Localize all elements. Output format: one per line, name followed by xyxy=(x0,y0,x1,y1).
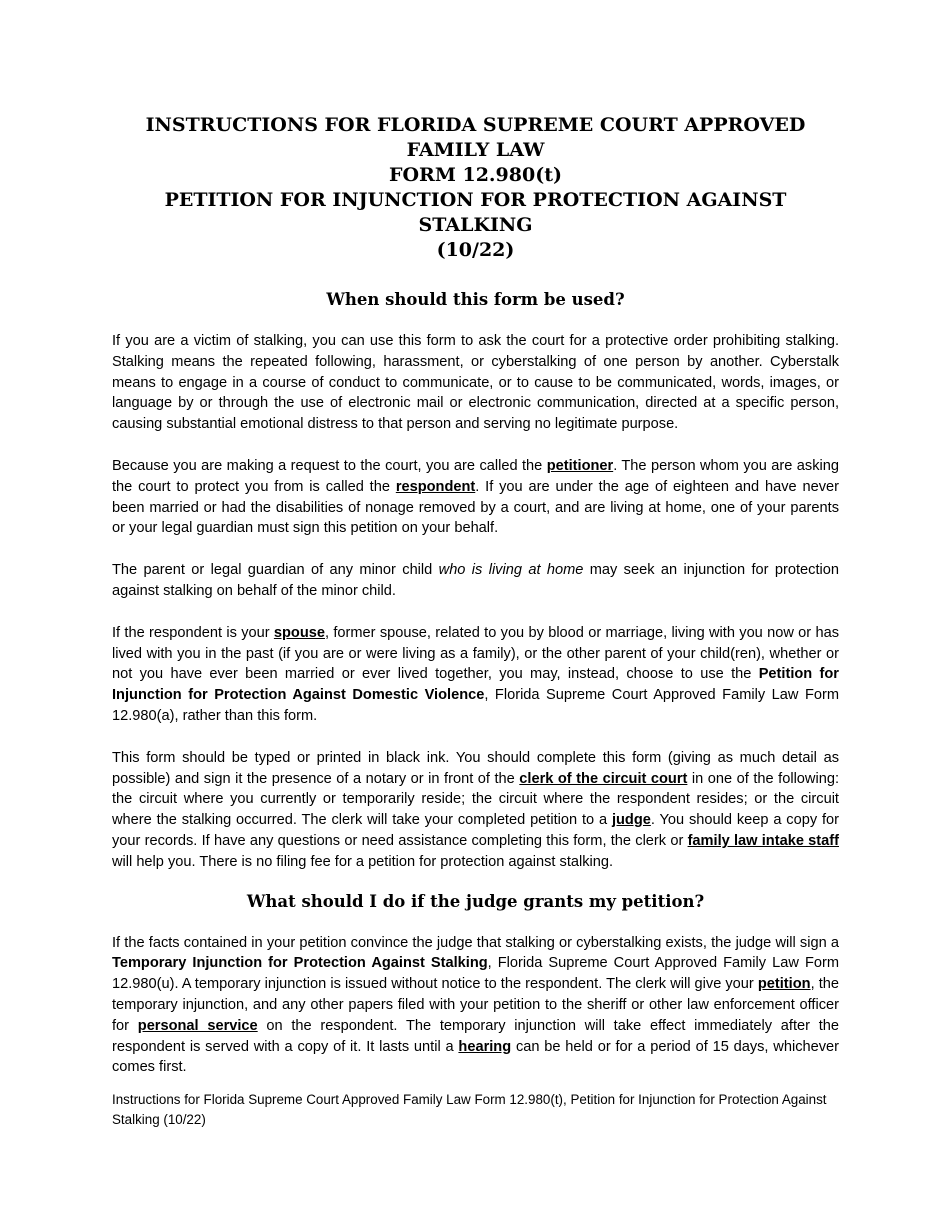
text-run: , Florida Supreme Court Approved Family Law Form 12.980(a), rather than this form. xyxy=(112,687,840,724)
text-run: If the respondent is your xyxy=(112,624,274,641)
paragraph-domestic-violence xyxy=(112,623,839,727)
text-run: , the temporary injunction, and any other papers filed with your petition to the sheriff or other law enforcement officer for xyxy=(112,976,839,1034)
term-clerk-of-circuit-court: clerk of the circuit court xyxy=(519,770,688,787)
text-run: . If you are under the age of eighteen and have never been married or had the disabilities of nonage removed by a court, and are living at home, one of your parents or your legal guardian must sign this petition on your behalf. xyxy=(112,478,840,537)
text-run: on the respondent. The temporary injunction will take effect immediately after the respondent is served with a copy of it. It lasts until a xyxy=(112,1017,839,1055)
text-run: Because you are making a request to the court, you are called the xyxy=(112,457,547,474)
section-heading-judge-grants: What should I do if the judge grants my petition? xyxy=(246,891,705,911)
term-respondent: respondent xyxy=(395,478,476,495)
text-run: may seek an injunction for protection against stalking on behalf of the minor child. xyxy=(112,562,839,599)
text-run: If the facts contained in your petition convince the judge that stalking or cyberstalking exists, the judge will sign a xyxy=(112,934,839,951)
paragraph-stalking-definition: If you are a victim of stalking, you can use this form to ask the court for a protective order prohibiting stalking. Stalking means the repeated following, harassment, or cyberstalking of one person by another. Cyberstalk means to engage in a course of conduct to communicate, or to cause to be communicated, words, images, or language by or through the use of electronic mail or electronic communication, directed at a specific person, causing substantial emotional distress to that person and serving no legitimate purpose. xyxy=(112,333,839,433)
text-run: The parent or legal guardian of any minor child xyxy=(112,562,439,579)
form-name-domestic-violence: Petition for Injunction for Protection Against Domestic Violence xyxy=(112,666,839,704)
term-hearing: hearing xyxy=(458,1038,512,1055)
text-run: , Florida Supreme Court Approved Family Law Form 12.980(u). A temporary injunction is issued without notice to the respondent. The clerk will give your xyxy=(112,955,840,993)
paragraph-petitioner-respondent xyxy=(112,456,839,539)
paragraph-filing-instructions xyxy=(112,748,839,873)
text-run: . The person whom you are asking the court to protect you from is called the xyxy=(112,457,839,495)
document-page xyxy=(112,113,839,1078)
section-heading-when-to-use: When should this form be used? xyxy=(326,290,625,309)
text-run: This form should be typed or printed in black ink. You should complete this form (giving as much detail as possible) and sign it the presence of a notary or in front of the xyxy=(112,749,839,787)
text-run: will help you. There is no filing fee for a petition for protection against stalking. xyxy=(112,853,614,870)
term-petition: petition xyxy=(757,976,811,993)
emphasis-living-at-home: who is living at home xyxy=(438,562,584,579)
form-name-temporary-injunction: Temporary Injunction for Protection Against Stalking xyxy=(112,955,488,972)
text-run: can be held or for a period of 15 days, whichever comes first. xyxy=(112,1038,839,1076)
title-line: (10/22) xyxy=(436,239,515,261)
document-title xyxy=(112,113,839,263)
title-line: FORM 12.980(t) xyxy=(389,164,562,186)
title-line: INSTRUCTIONS FOR FLORIDA SUPREME COURT APPROVED FAMILY LAW xyxy=(145,114,806,161)
paragraph-temporary-injunction xyxy=(112,933,839,1079)
page-footer: Instructions for Florida Supreme Court Approved Family Law Form 12.980(t), Petition for Injunction for Protection Against Stalking (10/22) xyxy=(112,1092,827,1127)
text-run: . You should keep a copy for your records. If have any questions or need assistance completing this form, the clerk or xyxy=(112,812,839,849)
term-petitioner: petitioner xyxy=(546,457,614,474)
term-family-law-intake-staff: family law intake staff xyxy=(687,832,839,849)
title-line: PETITION FOR INJUNCTION FOR PROTECTION AGAINST STALKING xyxy=(164,189,787,236)
term-judge: judge xyxy=(611,812,651,829)
text-run: in one of the following: the circuit where you currently or temporarily reside; the circuit where the respondent resides; or the circuit where the stalking occurred. The clerk will take your completed petition to a xyxy=(112,770,839,829)
term-spouse: spouse xyxy=(273,624,325,641)
paragraph-minor-child xyxy=(112,560,839,602)
text-run: , former spouse, related to you by blood or marriage, living with you now or has lived with you in the past (if you are or were living as a family), or the other parent of your child(ren), whether or not you have ever been married or ever lived together, you may, instead, choose to use the xyxy=(112,624,839,683)
term-personal-service: personal service xyxy=(137,1017,258,1034)
